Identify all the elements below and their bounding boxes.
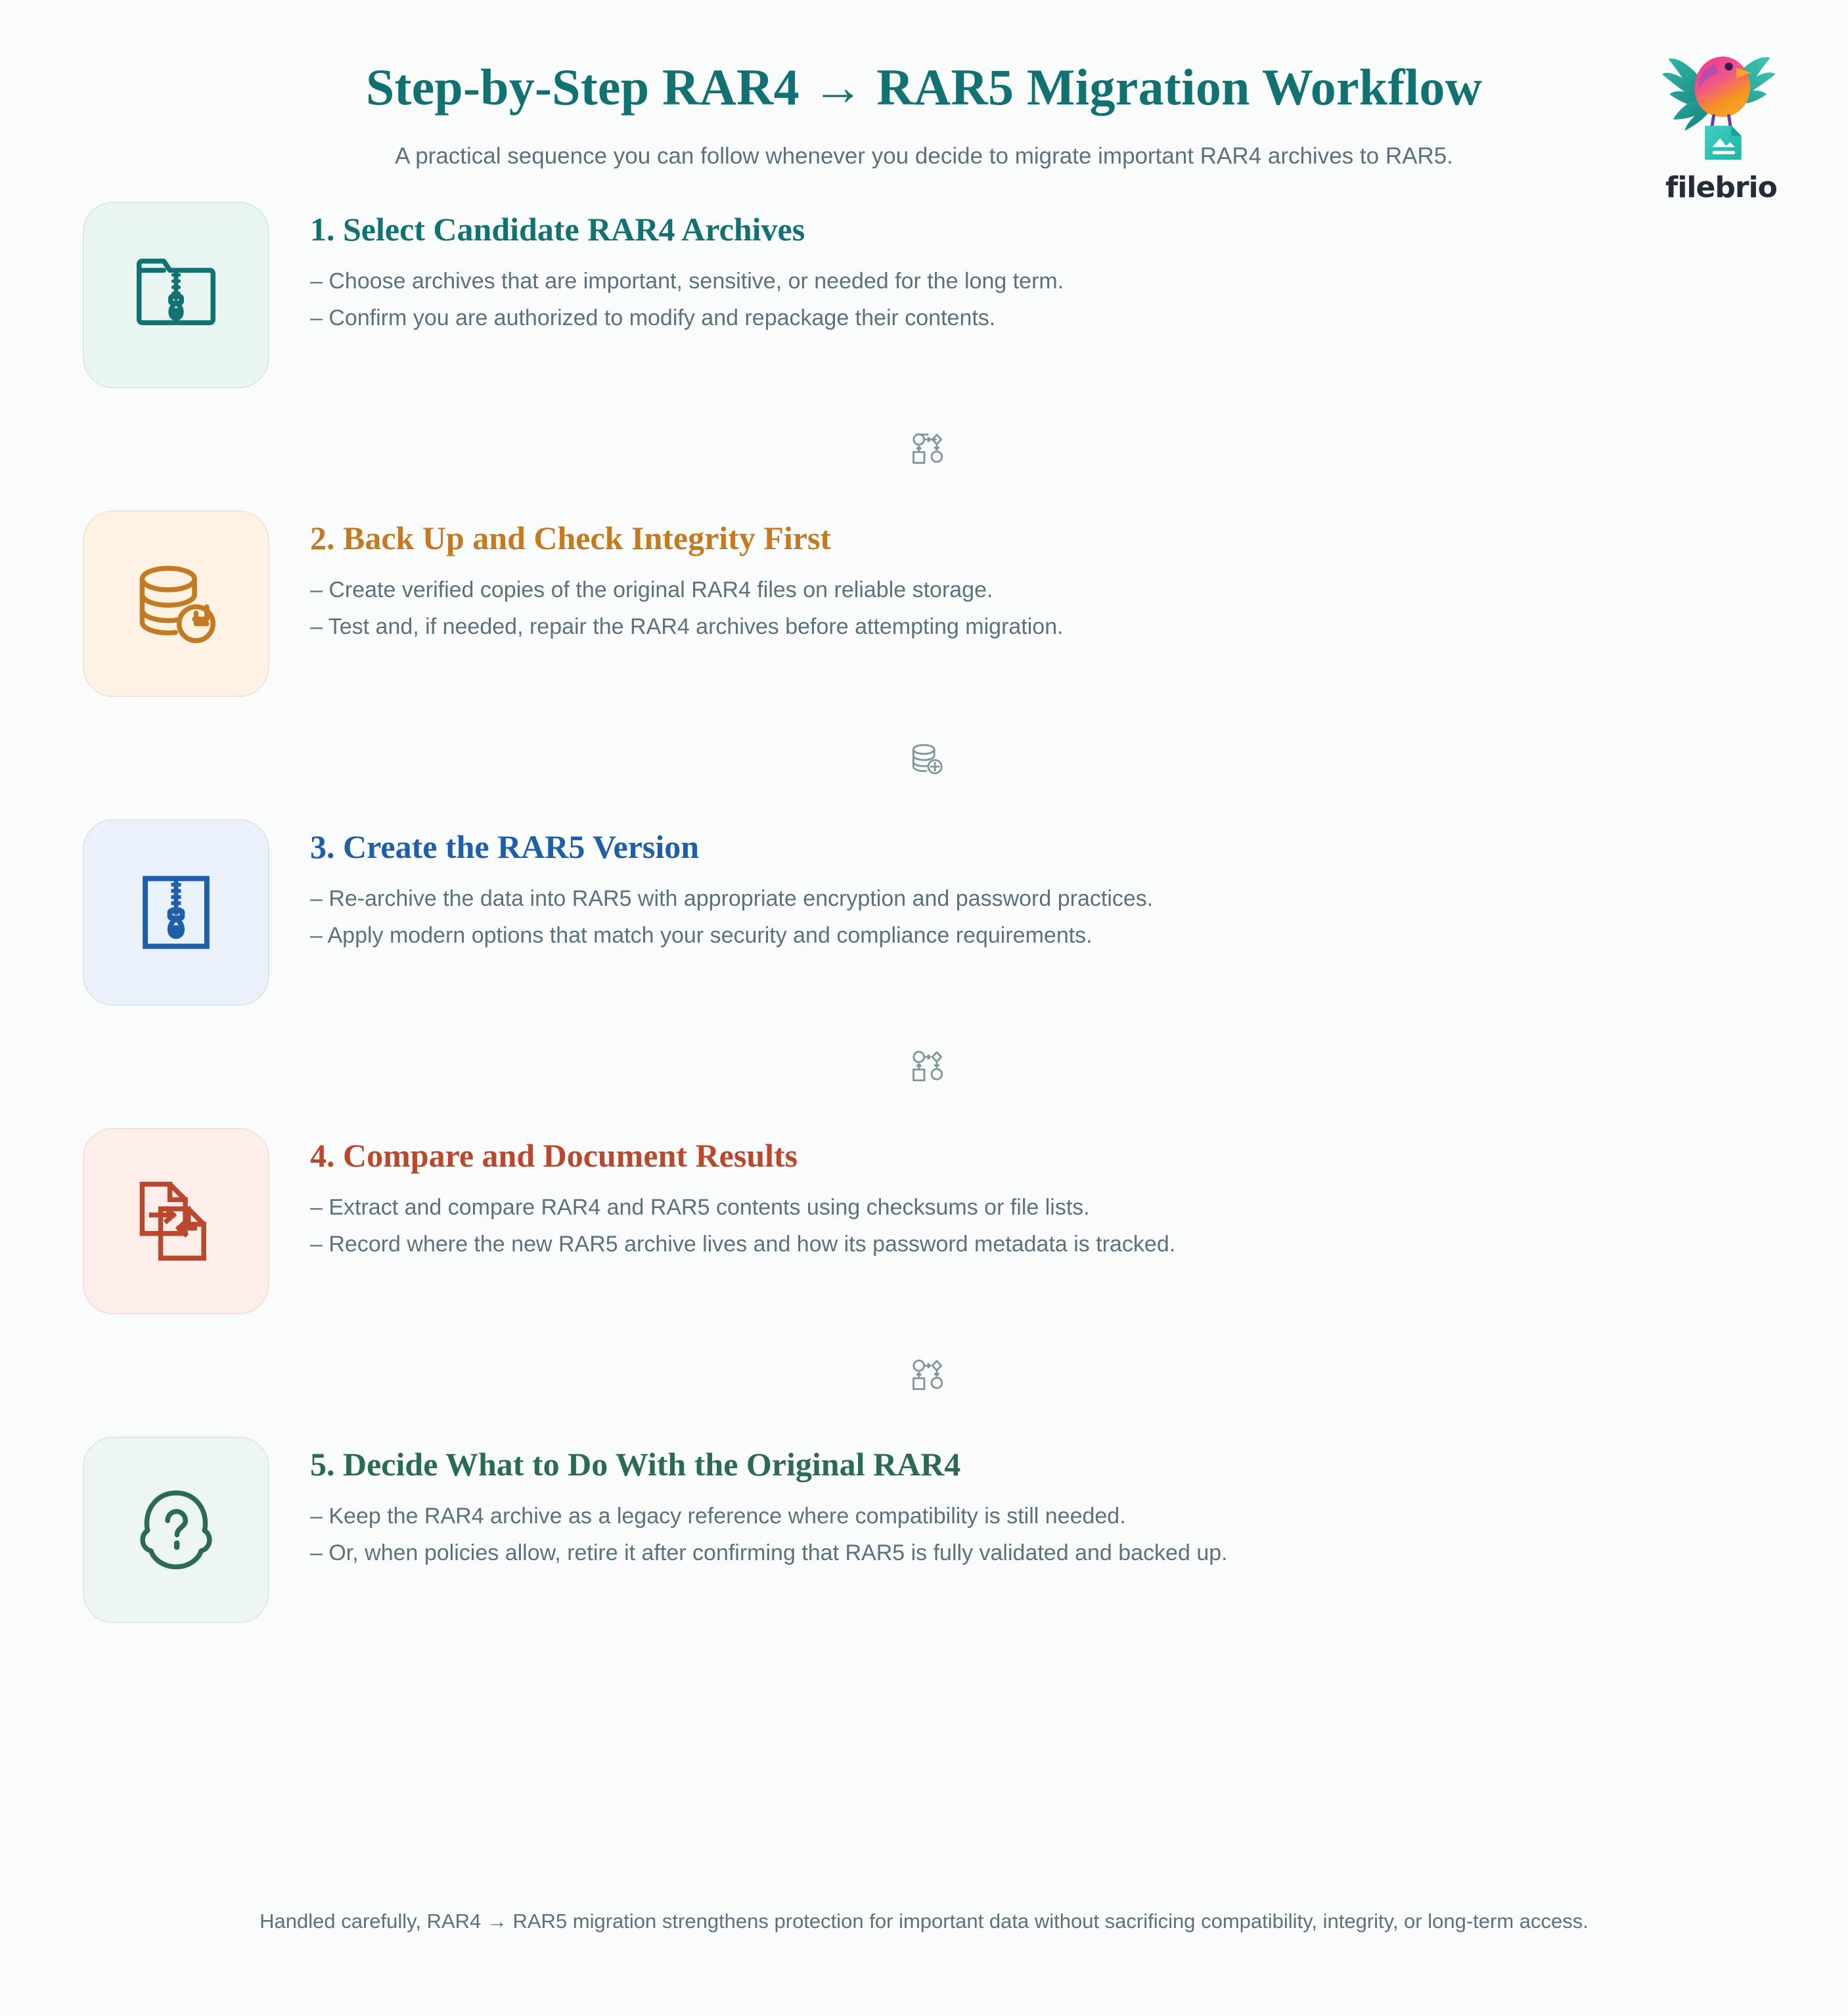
step-item-5	[83, 1437, 1769, 1623]
step-2-bullet-2: – Test and, if needed, repair the RAR4 archives before attempting migration.	[310, 614, 1064, 640]
step-2-icon-tile	[83, 510, 269, 697]
step-5-body	[310, 1437, 1769, 1564]
connector-3	[83, 1006, 1769, 1128]
connector-2	[83, 697, 1769, 819]
workflow-nodes-icon	[907, 430, 946, 469]
zipped-file-icon	[127, 863, 225, 962]
step-3-body	[310, 819, 1769, 947]
connector-4	[83, 1314, 1769, 1437]
step-item-4	[83, 1128, 1769, 1314]
compare-documents-icon	[127, 1172, 225, 1270]
step-4-title: 4. Compare and Document Results	[310, 1137, 798, 1175]
step-1-icon-tile	[83, 202, 269, 388]
header	[0, 0, 1848, 204]
step-1-body	[310, 202, 1769, 329]
step-2-title: 2. Back Up and Check Integrity First	[310, 520, 832, 557]
logo-wordmark: filebrio	[1665, 171, 1777, 204]
brand-logo	[1646, 26, 1797, 204]
page-subtitle: A practical sequence you can follow whenever you decide to migrate important RAR4 archives to RAR5.	[395, 143, 1453, 169]
connector-1	[83, 388, 1769, 510]
step-5-bullet-1: – Keep the RAR4 archive as a legacy reference where compatibility is still needed.	[310, 1504, 1126, 1529]
step-2-body	[310, 510, 1769, 638]
step-4-bullet-1: – Extract and compare RAR4 and RAR5 contents using checksums or file lists.	[310, 1195, 1090, 1221]
page-title: Step-by-Step RAR4 → RAR5 Migration Workflow	[365, 58, 1483, 116]
step-3-bullet-1: – Re-archive the data into RAR5 with appropriate encryption and password practices.	[310, 886, 1154, 912]
workflow-nodes-icon	[907, 1047, 946, 1086]
step-3-bullet-2: – Apply modern options that match your security and compliance requirements.	[310, 923, 1093, 949]
step-1-bullet-1: – Choose archives that are important, sensitive, or needed for the long term.	[310, 269, 1064, 294]
step-2-bullet-1: – Create verified copies of the original RAR4 files on reliable storage.	[310, 577, 993, 603]
step-item-3	[83, 819, 1769, 1006]
step-5-title: 5. Decide What to Do With the Original RAR4	[310, 1446, 961, 1483]
head-question-icon	[127, 1481, 225, 1579]
step-1-title: 1. Select Candidate RAR4 Archives	[310, 211, 805, 248]
steps-list	[0, 202, 1848, 1623]
step-item-2	[83, 510, 1769, 697]
database-plus-icon	[907, 738, 946, 778]
step-item-1	[83, 202, 1769, 388]
step-3-title: 3. Create the RAR5 Version	[310, 828, 700, 866]
step-1-bullet-2: – Confirm you are authorized to modify and repackage their contents.	[310, 305, 996, 331]
footer-note: Handled carefully, RAR4 → RAR5 migration strengthens protection for important data without sacrificing compatibility, integrity, or long-term access.	[259, 1910, 1589, 1933]
step-5-icon-tile	[83, 1437, 269, 1623]
step-4-bullet-2: – Record where the new RAR5 archive lives and how its password metadata is tracked.	[310, 1232, 1176, 1257]
step-5-bullet-2: – Or, when policies allow, retire it after confirming that RAR5 is fully validated and backed up.	[310, 1540, 1228, 1566]
step-3-icon-tile	[83, 819, 269, 1006]
step-4-icon-tile	[83, 1128, 269, 1314]
workflow-nodes-icon	[907, 1356, 946, 1395]
step-4-body	[310, 1128, 1769, 1255]
zipped-folder-icon	[127, 246, 225, 344]
database-refresh-icon	[127, 554, 225, 653]
filebrio-bird-icon	[1646, 26, 1797, 177]
